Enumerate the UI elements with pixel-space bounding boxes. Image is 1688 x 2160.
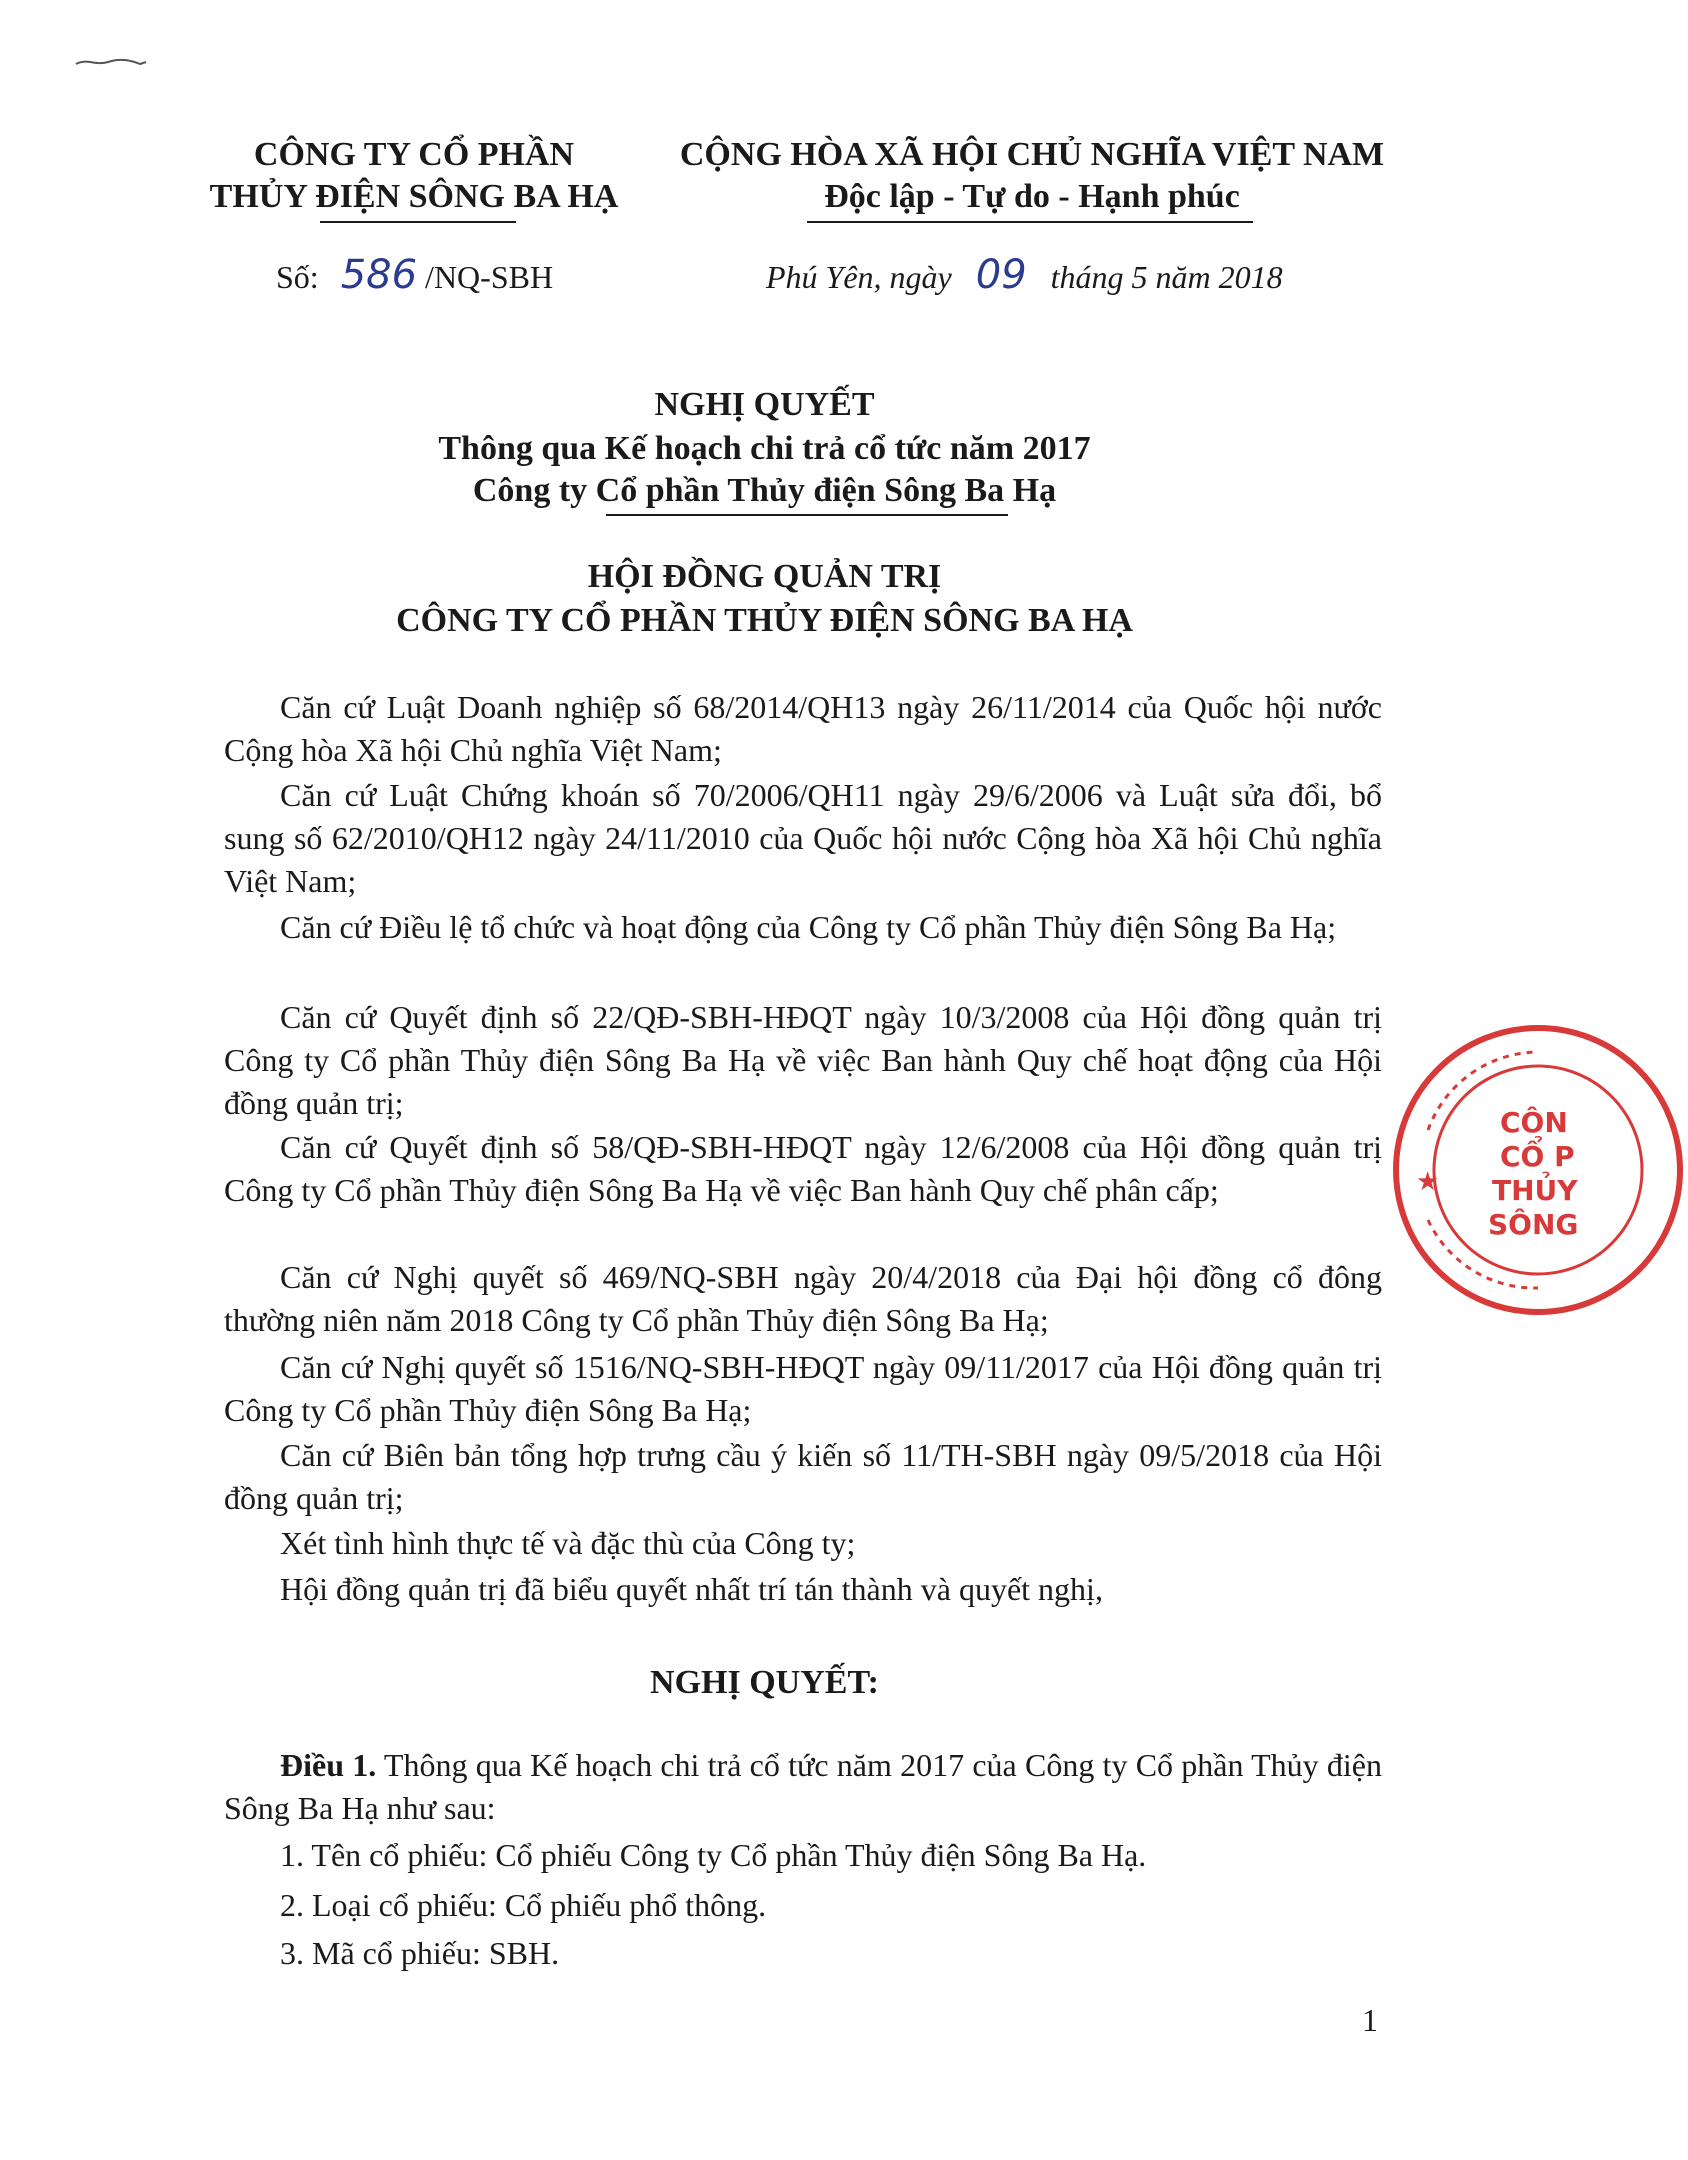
issuer-line2: CÔNG TY CỔ PHẦN THỦY ĐIỆN SÔNG BA HẠ: [396, 602, 1133, 639]
svg-text:THỦY: THỦY: [1492, 1174, 1578, 1207]
document-subject-line1: Thông qua Kế hoạch chi trả cổ tức năm 2017: [438, 430, 1091, 467]
date-suffix: tháng 5 năm 2018: [1050, 259, 1283, 295]
basis-decision-22: Căn cứ Quyết định số 22/QĐ-SBH-HĐQT ngày 10/3/2008 của Hội đồng quản trị Công ty Cổ phần Thủy điện Sông Ba Hạ về việc Ban hành Quy chế hoạt động của Hội đồng quản trị;: [224, 999, 1382, 1121]
article-1-label: Điều 1.: [280, 1747, 377, 1783]
basis-resolution-1516: Căn cứ Nghị quyết số 1516/NQ-SBH-HĐQT ngày 09/11/2017 của Hội đồng quản trị Công ty Cổ phần Thủy điện Sông Ba Hạ;: [224, 1349, 1382, 1428]
basis-enterprise-law: Căn cứ Luật Doanh nghiệp số 68/2014/QH13 ngày 26/11/2014 của Quốc hội nước Cộng hòa Xã hội Chủ nghĩa Việt Nam;: [224, 689, 1382, 768]
article-1-text: Thông qua Kế hoạch chi trả cổ tức năm 2017 của Công ty Cổ phần Thủy điện Sông Ba Hạ như sau:: [224, 1747, 1383, 1826]
svg-text:CỔ P: CỔ P: [1500, 1140, 1575, 1173]
company-name-line1: CÔNG TY CỔ PHẦN: [253, 136, 575, 173]
board-vote-line: Hội đồng quản trị đã biểu quyết nhất trí tán thành và quyết nghị,: [280, 1571, 1103, 1607]
subject-underline: [606, 514, 1008, 516]
place-and-date: [766, 252, 1283, 298]
article-1-item-3: 3. Mã cổ phiếu: SBH.: [280, 1935, 560, 1971]
basis-resolution-469: Căn cứ Nghị quyết số 469/NQ-SBH ngày 20/4/2018 của Đại hội đồng cổ đông thường niên năm 2018 Công ty Cổ phần Thủy điện Sông Ba Hạ;: [224, 1259, 1382, 1338]
basis-securities-law: Căn cứ Luật Chứng khoán số 70/2006/QH11 ngày 29/6/2006 và Luật sửa đổi, bổ sung số 62/2010/QH12 ngày 24/11/2010 của Quốc hội nước Cộng hòa Xã hội Chủ nghĩa Việt Nam;: [224, 777, 1382, 899]
article-1-item-1: 1. Tên cổ phiếu: Cổ phiếu Công ty Cổ phần Thủy điện Sông Ba Hạ.: [280, 1837, 1147, 1873]
handwritten-day: 09: [975, 252, 1027, 298]
svg-text:SÔNG: SÔNG: [1488, 1208, 1579, 1241]
basis-decision-58: Căn cứ Quyết định số 58/QĐ-SBH-HĐQT ngày 12/6/2008 của Hội đồng quản trị Công ty Cổ phần Thủy điện Sông Ba Hạ về việc Ban hành Quy chế phân cấp;: [224, 1129, 1382, 1208]
svg-text:CÔN: CÔN: [1500, 1106, 1568, 1139]
document-number: [276, 252, 553, 298]
number-label: Số:: [276, 259, 319, 295]
company-seal: [1388, 1020, 1579, 1320]
article-1: [224, 1744, 1382, 1830]
document-type-title: NGHỊ QUYẾT: [654, 386, 875, 423]
date-prefix: Phú Yên, ngày: [766, 259, 952, 295]
national-motto: Độc lập - Tự do - Hạnh phúc: [824, 178, 1240, 215]
basis-charter: Căn cứ Điều lệ tổ chức và hoạt động của Công ty Cổ phần Thủy điện Sông Ba Hạ;: [280, 909, 1337, 945]
consideration-line: Xét tình hình thực tế và đặc thù của Công ty;: [280, 1525, 856, 1561]
svg-text:★: ★: [1416, 1167, 1440, 1197]
company-name-line2: THỦY ĐIỆN SÔNG BA HẠ: [209, 178, 619, 215]
handwritten-number: 586: [340, 252, 418, 298]
basis-minutes-11: Căn cứ Biên bản tổng hợp trưng cầu ý kiến số 11/TH-SBH ngày 09/5/2018 của Hội đồng quản trị;: [224, 1437, 1382, 1516]
issuer-line1: HỘI ĐỒNG QUẢN TRỊ: [587, 558, 942, 595]
article-1-item-2: 2. Loại cổ phiếu: Cổ phiếu phổ thông.: [280, 1887, 767, 1923]
document-subject-line2: Công ty Cổ phần Thủy điện Sông Ba Hạ: [472, 472, 1057, 509]
scan-artifact-mark: [74, 56, 154, 70]
seal-icon: [1388, 1020, 1688, 1320]
number-suffix: /NQ-SBH: [425, 259, 554, 295]
page-number: 1: [1362, 2002, 1378, 2038]
company-name-underline: [320, 221, 516, 223]
national-title: CỘNG HÒA XÃ HỘI CHỦ NGHĨA VIỆT NAM: [679, 136, 1385, 173]
resolution-heading: NGHỊ QUYẾT:: [650, 1664, 879, 1701]
motto-underline: [807, 221, 1253, 223]
